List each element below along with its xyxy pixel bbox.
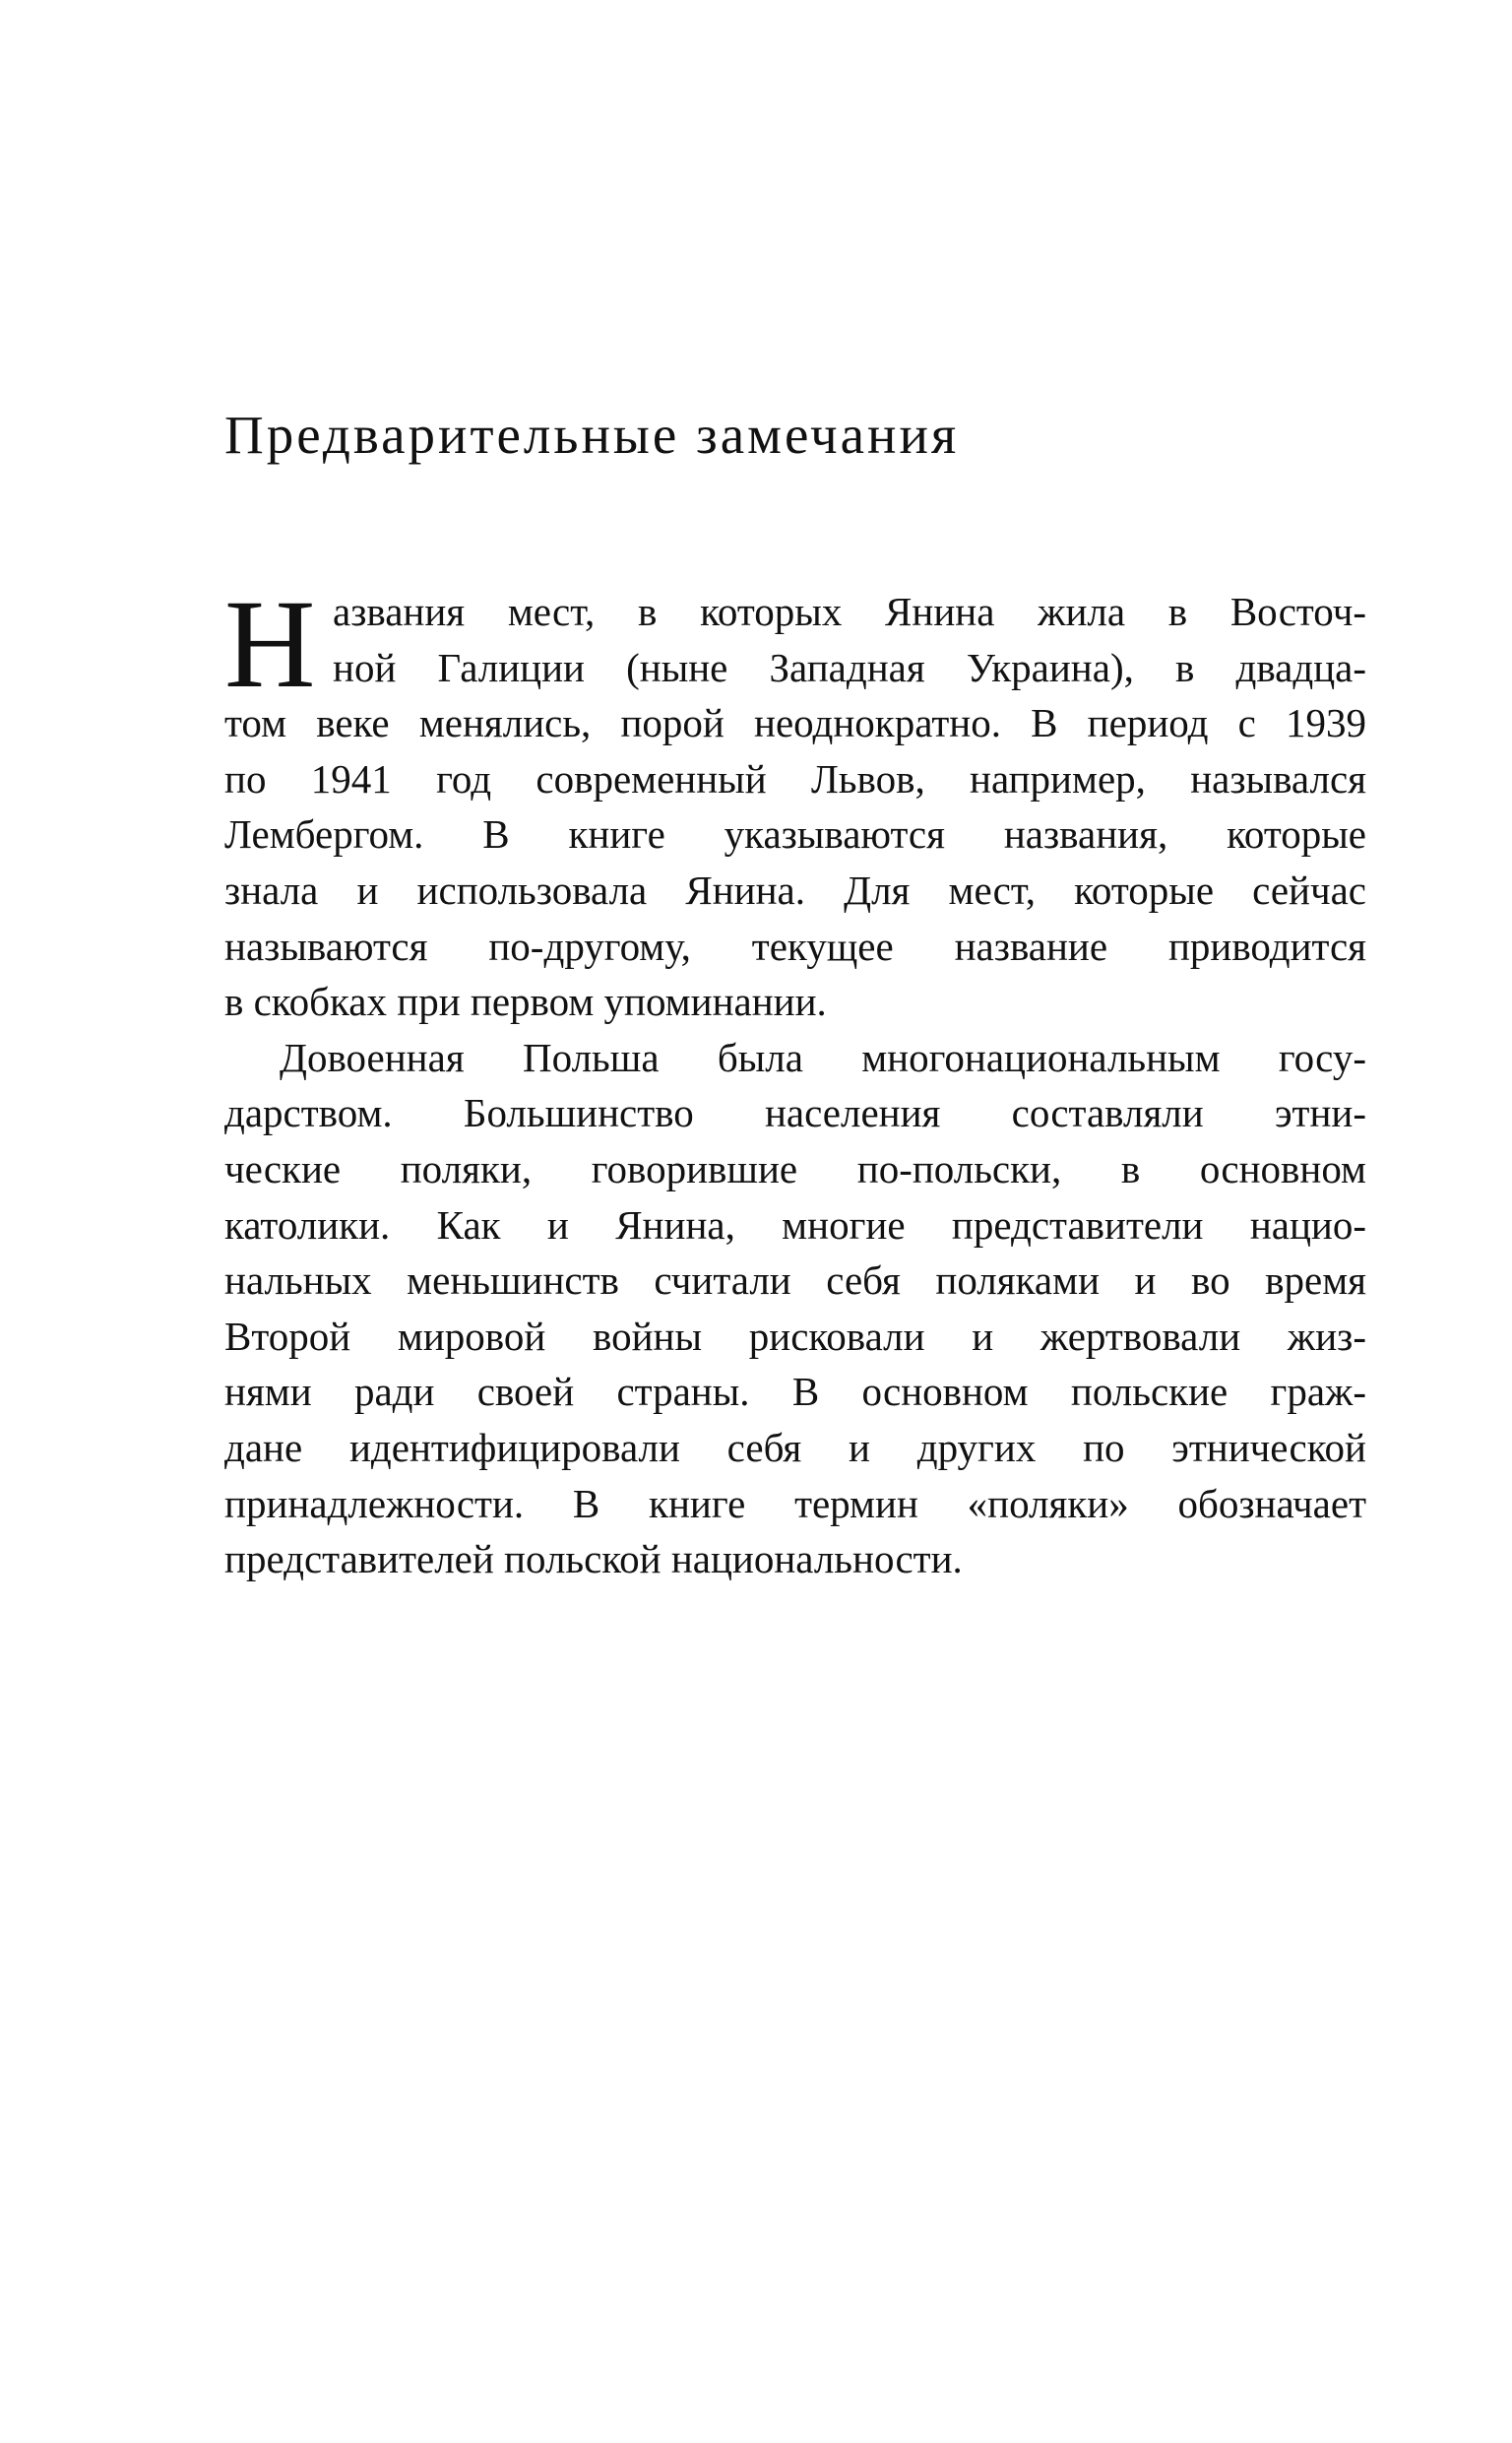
text-line: ной Галиции (ныне Западная Украина), в двадца-: [333, 644, 1366, 690]
text-line: азвания мест, в которых Янина жила в Восточ-: [333, 589, 1366, 634]
text-line: представителей польской национальности.: [224, 1536, 963, 1582]
text-line: католики. Как и Янина, многие представители нацио-: [224, 1201, 1366, 1248]
text-line: знала и использовала Янина. Для мест, которые сейчас: [224, 867, 1366, 913]
text-line: том веке менялись, порой неоднократно. В период с 1939: [224, 700, 1366, 746]
text-line: Лембергом. В книге указываются названия, которые: [224, 811, 1366, 858]
paragraph-1: [224, 574, 1366, 1030]
text-line: ческие поляки, говорившие по-польски, в основном: [224, 1145, 1366, 1191]
text-line: принадлежности. В книге термин «поляки» обозначает: [224, 1480, 1366, 1526]
text-line: дане идентифицировали себя и других по этнической: [224, 1424, 1366, 1470]
text-line: называются по-другому, текущее название приводится: [224, 923, 1366, 969]
text-line: нальных меньшинств считали себя поляками и во время: [224, 1257, 1366, 1304]
text-line: по 1941 год современный Львов, например, назывался: [224, 755, 1366, 802]
body-text: [224, 574, 1366, 1587]
text-line: в скобках при первом упоминании.: [224, 979, 827, 1025]
paragraph-2: [224, 1030, 1366, 1587]
text-line: Второй мировой войны рисковали и жертвовали жиз-: [224, 1313, 1366, 1359]
text-line: нями ради своей страны. В основном польские граж-: [224, 1369, 1366, 1415]
chapter-heading: Предварительные замечания: [224, 405, 960, 465]
text-line: Довоенная Польша была многонациональным госу-: [280, 1034, 1366, 1080]
text-line: дарством. Большинство населения составляли этни-: [224, 1090, 1366, 1136]
drop-cap: Н: [224, 574, 316, 714]
